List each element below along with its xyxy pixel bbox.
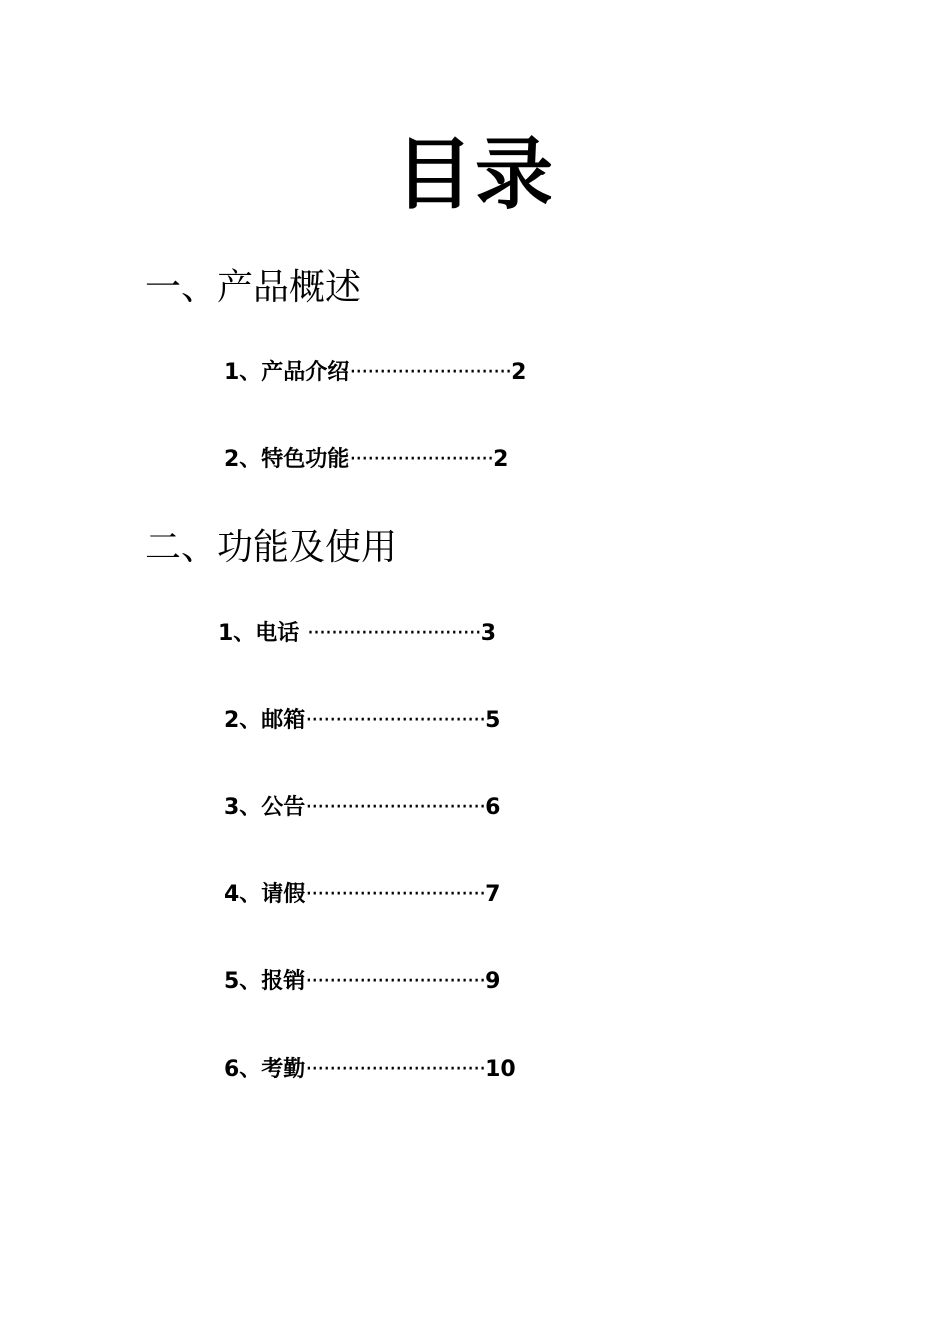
- toc-page-number: 9: [485, 969, 501, 994]
- toc-entry-attendance[interactable]: [224, 1056, 516, 1084]
- toc-entry-label: 2、邮箱: [224, 708, 306, 733]
- toc-leader-dots: ······························: [305, 969, 486, 994]
- toc-page-number: 7: [485, 882, 501, 907]
- toc-page-number: 3: [480, 621, 497, 646]
- toc-entry-announcement[interactable]: [224, 794, 500, 822]
- toc-entry-label: 1、产品介绍: [224, 360, 350, 385]
- section-heading-overview: 一、产品概述: [145, 267, 362, 308]
- toc-entry-product-intro[interactable]: [224, 359, 526, 387]
- section-heading-functions: 二、功能及使用: [145, 527, 398, 568]
- toc-leader-dots: ······························: [305, 882, 486, 907]
- toc-entry-label: 1、电话: [218, 621, 307, 646]
- toc-title: 目录: [394, 129, 555, 220]
- toc-entry-mailbox[interactable]: [224, 707, 500, 735]
- toc-leader-dots: ······························: [305, 795, 486, 820]
- toc-leader-dots: ·····························: [306, 621, 481, 646]
- toc-entry-label: 4、请假: [224, 882, 306, 907]
- toc-page-number: 2: [493, 447, 509, 472]
- toc-leader-dots: ························: [349, 447, 494, 472]
- toc-entry-label: 2、特色功能: [224, 447, 350, 472]
- toc-page-number: 2: [511, 360, 527, 385]
- toc-leader-dots: ······························: [305, 1057, 486, 1082]
- toc-page-number: 5: [485, 708, 501, 733]
- toc-entry-label: 6、考勤: [224, 1057, 306, 1082]
- toc-entry-leave[interactable]: [224, 881, 500, 909]
- toc-leader-dots: ······························: [305, 708, 486, 733]
- toc-page-number: 6: [485, 795, 501, 820]
- toc-leader-dots: ···························: [349, 360, 512, 385]
- toc-entry-label: 3、公告: [224, 795, 306, 820]
- toc-entry-label: 5、报销: [224, 969, 306, 994]
- toc-entry-phone[interactable]: [218, 620, 496, 648]
- toc-entry-reimbursement[interactable]: [224, 968, 500, 996]
- toc-entry-features[interactable]: [224, 446, 508, 474]
- toc-page-number: 10: [485, 1057, 516, 1082]
